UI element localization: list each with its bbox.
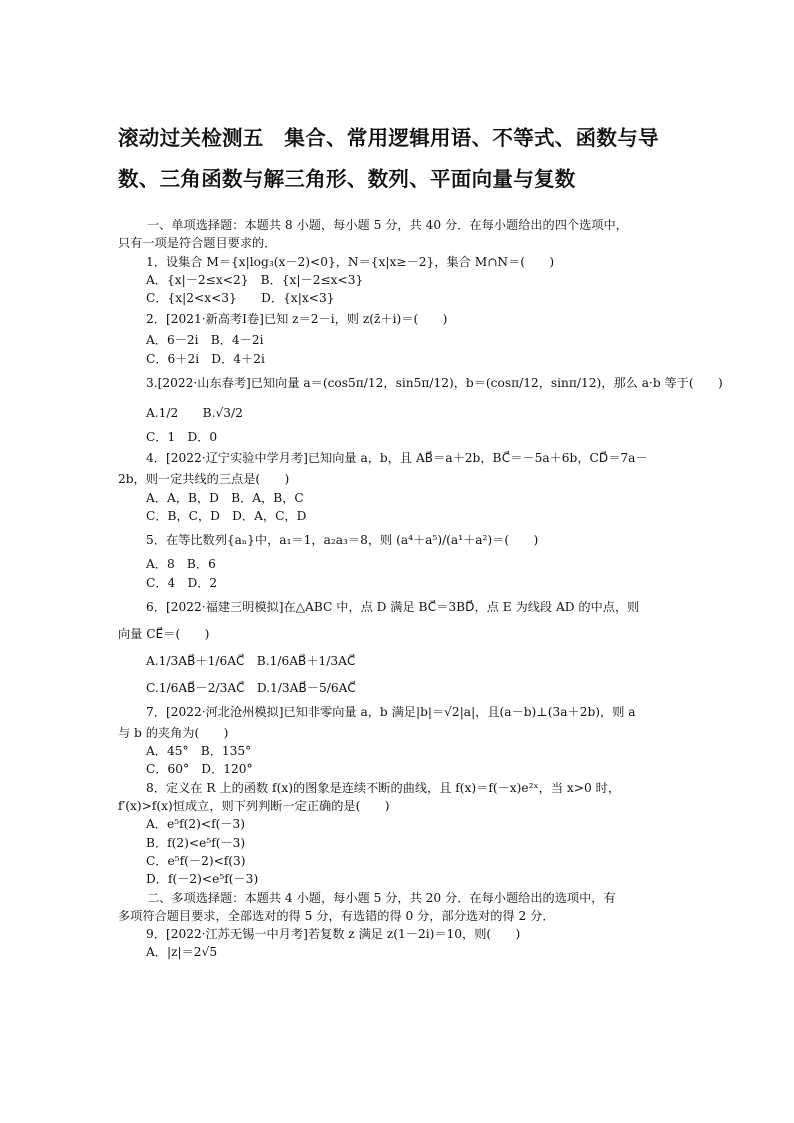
option-line: A．45° B．135° — [146, 744, 252, 759]
document-body — [118, 216, 723, 962]
option-line: A.1/3AB⃗＋1/6AC⃗ B.1/6AB⃗＋1/3AC⃗ — [146, 653, 356, 668]
option-line: B．f(2)<e⁵f(－3) — [146, 835, 246, 850]
option-line: A．8 B．6 — [146, 557, 216, 572]
text-line: 2b，则一定共线的三点是( ) — [118, 472, 290, 487]
option-line: A．6－2i B．4－2i — [146, 333, 264, 348]
question-stem: 8．定义在 R 上的函数 f(x)的图象是连续不断的曲线，且 f(x)＝f(－x)e²ˣ，当 x>0 时， — [146, 780, 621, 795]
text-line: 与 b 的夹角为( ) — [118, 725, 229, 740]
option-line: C．6＋2i D．4＋2i — [146, 351, 265, 366]
option-line: C．60° D．120° — [146, 762, 253, 777]
option-line: C．e⁵f(－2)<f(3) — [146, 853, 246, 868]
option-line: A.1/2 B.√3/2 — [146, 406, 243, 421]
option-line: A．{x|－2≤x<2} B．{x|－2≤x<3} — [146, 272, 364, 287]
question-stem: 3.[2022·山东春考]已知向量 a＝(cos5π/12，sin5π/12)，b＝(cosπ/12，sinπ/12)，那么 a·b 等于( ) — [146, 376, 723, 391]
option-line: C．{x|2<x<3} D．{x|x<3} — [146, 291, 335, 306]
text-line: f′(x)>f(x)恒成立，则下列判断一定正确的是( ) — [118, 799, 390, 814]
question-stem: 1．设集合 M＝{x|log₃(x－2)<0}，N＝{x|x≥－2}，集合 M∩N＝( ) — [146, 254, 555, 269]
section-heading: 二、多项选择题：本题共 4 小题，每小题 5 分，共 20 分．在每小题给出的选项中，有 — [147, 890, 616, 905]
question-stem: 2．[2021·新高考Ⅰ卷]已知 z＝2－i，则 z(z̄＋i)＝( ) — [146, 312, 448, 327]
title-line-1: 滚动过关检测五 集合、常用逻辑用语、不等式、函数与导 — [118, 126, 659, 150]
option-line: C．1 D．0 — [146, 430, 218, 445]
document-title — [118, 118, 718, 200]
question-stem: 7．[2022·河北沧州模拟]已知非零向量 a，b 满足|b|＝√2|a|，且(a－b)⊥(3a＋2b)，则 a — [146, 704, 636, 719]
question-stem: 5．在等比数列{aₙ}中，a₁＝1，a₂a₃＝8，则 (a⁴＋a⁵)/(a¹＋a²)＝( ) — [146, 533, 539, 548]
question-stem: 6．[2022·福建三明模拟]在△ABC 中，点 D 满足 BC⃗＝3BD⃗，点 E 为线段 AD 的中点，则 — [146, 599, 640, 614]
question-stem: 4．[2022·辽宁实验中学月考]已知向量 a，b，且 AB⃗＝a＋2b，BC⃗＝－5a＋6b，CD⃗＝7a－ — [146, 451, 648, 466]
option-line: A．|z|＝2√5 — [146, 945, 218, 960]
option-line: C.1/6AB⃗－2/3AC⃗ D.1/3AB⃗－5/6AC⃗ — [146, 680, 356, 695]
title-line-2: 数、三角函数与解三角形、数列、平面向量与复数 — [118, 167, 576, 191]
text-line: 只有一项是符合题目要求的． — [118, 236, 277, 251]
option-line: C．4 D．2 — [146, 575, 218, 590]
text-line: 向量 CE⃗＝( ) — [118, 626, 210, 641]
option-line: A．A，B，D B．A，B，C — [146, 490, 304, 505]
text-line: 多项符合题目要求，全部选对的得 5 分，有选错的得 0 分，部分选对的得 2 分． — [118, 908, 555, 923]
section-heading: 一、单项选择题：本题共 8 小题，每小题 5 分，共 40 分．在每小题给出的四个选项中， — [147, 218, 628, 232]
option-line: C．B，C，D D．A，C，D — [146, 508, 307, 523]
option-line: D．f(－2)<e⁵f(－3) — [146, 872, 259, 887]
option-line: A．e⁵f(2)<f(－3) — [146, 817, 246, 832]
question-stem: 9．[2022·江苏无锡一中月考]若复数 z 满足 z(1－2i)＝10，则( ) — [146, 927, 521, 942]
